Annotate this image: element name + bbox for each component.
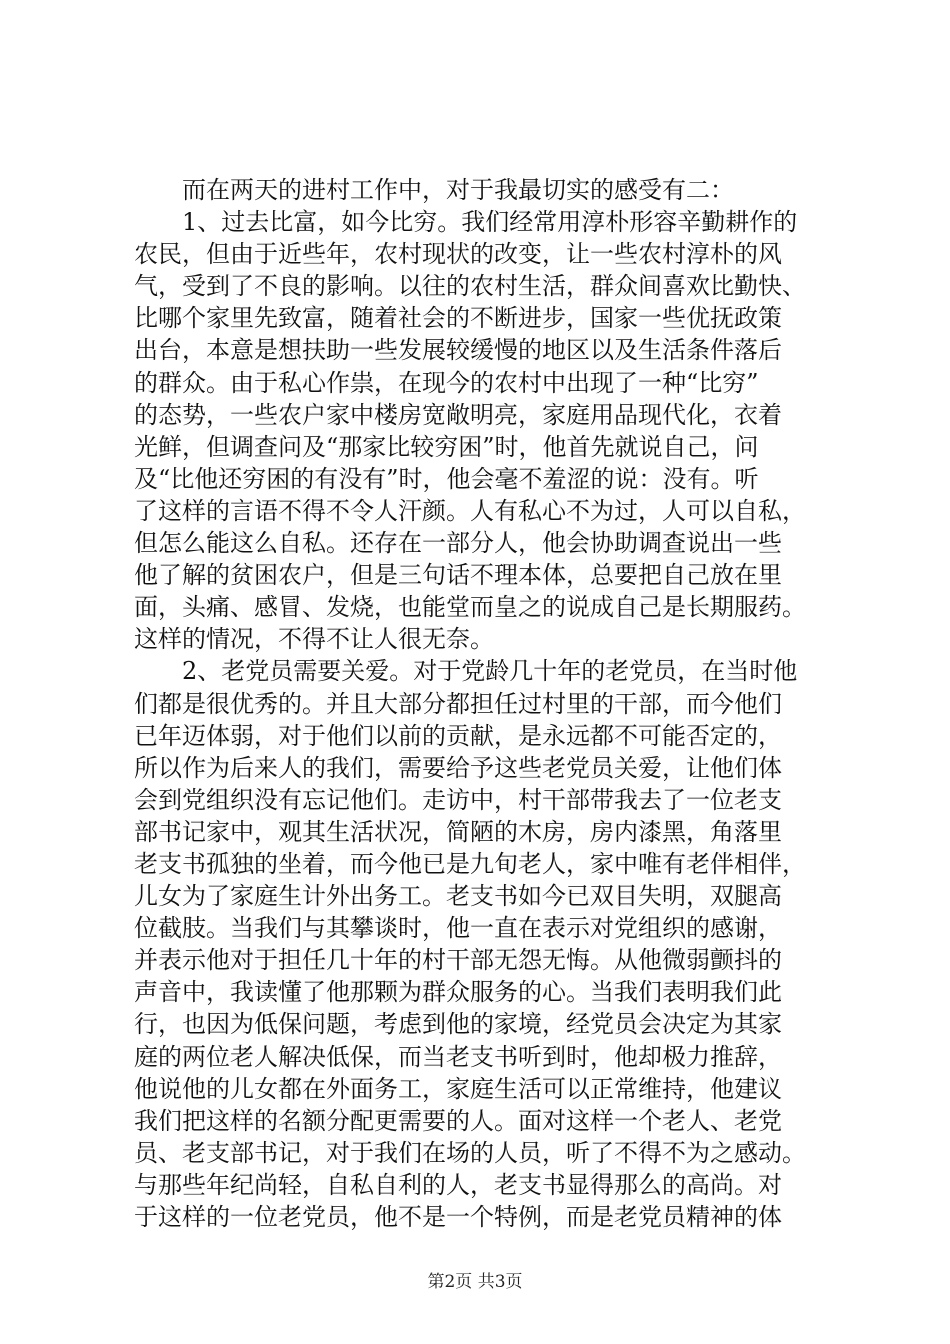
text-line: 2、老党员需要关爱。对于党龄几十年的老党员，在当时他 — [182, 657, 798, 686]
text-line: 面，头痛、感冒、发烧，也能堂而皇之的说成自己是长期服药。 — [134, 593, 806, 622]
page-footer — [0, 1272, 950, 1292]
body-text — [134, 174, 824, 1233]
text-line: 老支书孤独的坐着，而今他已是九旬老人，家中唯有老伴相伴， — [134, 849, 806, 878]
text-line: 与那些年纪尚轻，自私自利的人，老支书显得那么的高尚。对 — [134, 1170, 782, 1199]
text-line: 出台，本意是想扶助一些发展较缓慢的地区以及生活条件落后 — [134, 336, 782, 365]
text-line: 气，受到了不良的影响。以往的农村生活，群众间喜欢比勤快、 — [134, 272, 806, 301]
text-line: 行，也因为低保问题，考虑到他的家境，经党员会决定为其家 — [134, 1010, 782, 1039]
text-line: 们都是很优秀的。并且大部分都担任过村里的干部，而今他们 — [134, 689, 782, 718]
text-line: 他说他的儿女都在外面务工，家庭生活可以正常维持，他建议 — [134, 1074, 782, 1103]
text-line: 会到党组织没有忘记他们。走访中，村干部带我去了一位老支 — [134, 785, 782, 814]
text-line: 并表示他对于担任几十年的村干部无怨无悔。从他微弱颤抖的 — [134, 946, 782, 975]
text-line: 而在两天的进村工作中，对于我最切实的感受有二： — [182, 176, 734, 204]
text-line: 部书记家中，观其生活状况，简陋的木房，房内漆黑，角落里 — [134, 817, 782, 846]
text-line: 这样的情况，不得不让人很无奈。 — [134, 625, 494, 654]
text-line: 比哪个家里先致富，随着社会的不断进步，国家一些优抚政策 — [134, 304, 782, 333]
text-line: 但怎么能这么自私。还存在一部分人，他会协助调查说出一些 — [134, 529, 782, 558]
text-line: 的群众。由于私心作祟，在现今的农村中出现了一种“比穷” — [134, 368, 759, 397]
page-number: 第2页 共3页 — [427, 1272, 523, 1292]
text-line: 他了解的贫困农户，但是三句话不理本体，总要把自己放在里 — [134, 561, 782, 590]
text-line: 儿女为了家庭生计外出务工。老支书如今已双目失明，双腿高 — [134, 882, 782, 911]
text-line: 位截肢。当我们与其攀谈时，他一直在表示对党组织的感谢， — [134, 914, 782, 943]
text-line: 庭的两位老人解决低保，而当老支书听到时，他却极力推辞， — [134, 1042, 782, 1071]
text-line: 我们把这样的名额分配更需要的人。面对这样一个老人、老党 — [134, 1106, 782, 1135]
text-line: 员、老支部书记，对于我们在场的人员，听了不得不为之感动。 — [134, 1138, 806, 1167]
text-line: 农民，但由于近些年，农村现状的改变，让一些农村淳朴的风 — [134, 240, 782, 269]
text-line: 光鲜，但调查问及“那家比较穷困”时，他首先就说自己，问 — [134, 432, 759, 461]
text-line: 的态势，一些农户家中楼房宽敞明亮，家庭用品现代化，衣着 — [134, 400, 782, 429]
text-line: 已年迈体弱，对于他们以前的贡献，是永远都不可能否定的， — [134, 721, 782, 750]
text-line: 及“比他还穷困的有没有”时，他会毫不羞涩的说：没有。听 — [134, 464, 759, 493]
text-line: 声音中，我读懂了他那颗为群众服务的心。当我们表明我们此 — [134, 978, 782, 1007]
text-line: 所以作为后来人的我们，需要给予这些老党员关爱，让他们体 — [134, 753, 782, 782]
text-line: 于这样的一位老党员，他不是一个特例，而是老党员精神的体 — [134, 1203, 782, 1231]
text-line: 了这样的言语不得不令人汗颜。人有私心不为过，人可以自私， — [134, 496, 806, 525]
text-line: 1、过去比富，如今比穷。我们经常用淳朴形容辛勤耕作的 — [182, 208, 798, 237]
